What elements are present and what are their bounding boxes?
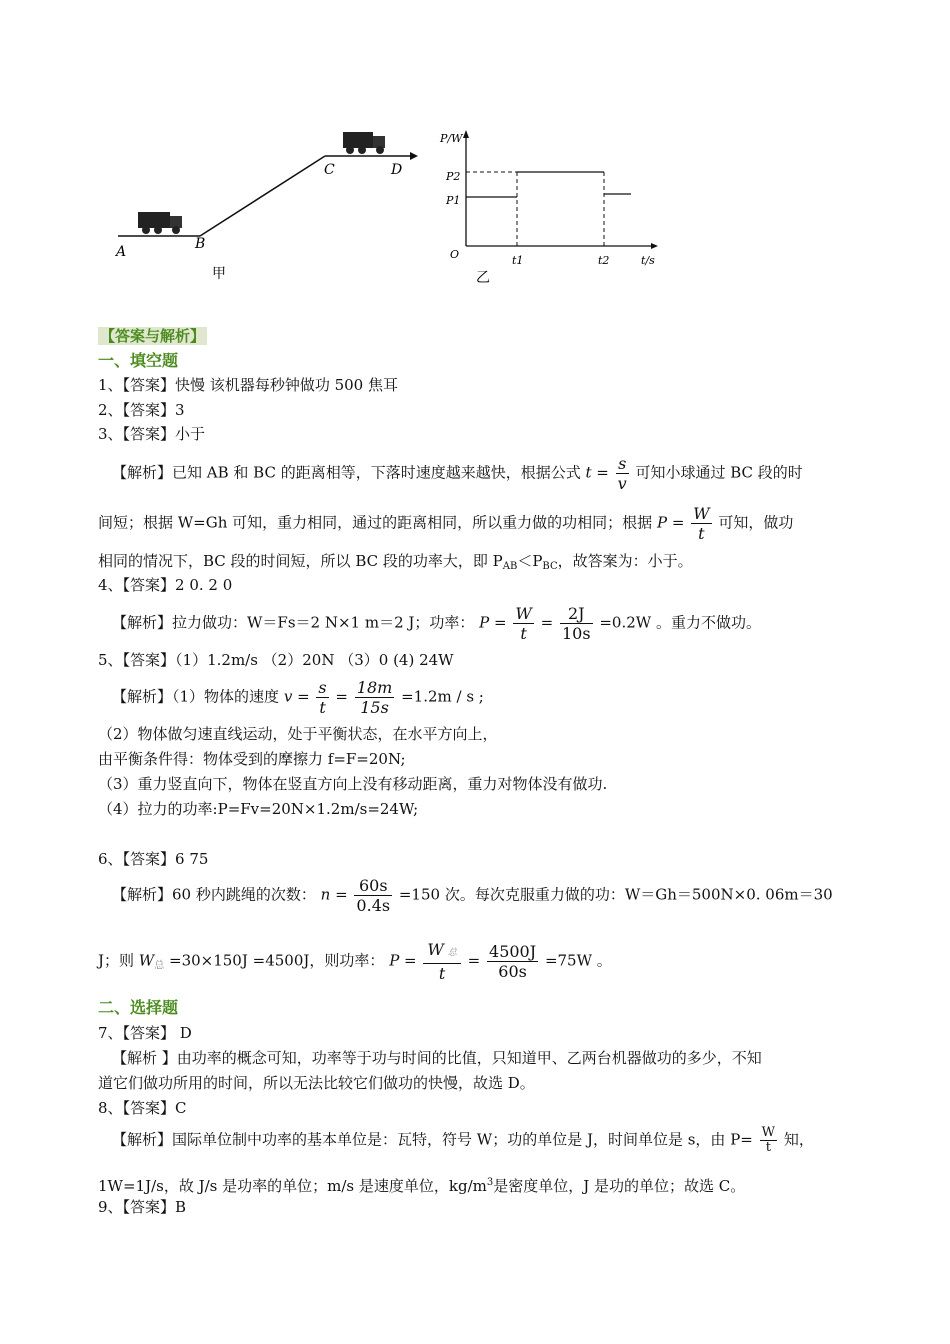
explanation-6-line1: 【解析】60 秒内跳绳的次数： n = $\frac{60s}{0.4s}$ =150 次。每次克服重力做的功：W＝Gh＝500N×0. 06m＝30 <box>112 876 833 915</box>
answer-9: 9、【答案】B <box>98 1198 187 1216</box>
graph-tick-p2: P2 <box>446 170 461 183</box>
explanation-3-line1: 【解析】已知 AB 和 BC 的距离相等，下落时速度越来越快，根据公式 t = $\frac{s}{v}$ 可知小球通过 BC 段的时 <box>112 454 803 493</box>
answer-7: 7、【答案】 D <box>98 1024 192 1042</box>
answer-5: 5、【答案】（1）1.2m/s （2）20N （3）0 (4) 24W <box>98 651 454 669</box>
graph-ylabel: P/W <box>440 132 463 145</box>
explanation-8-line1: 【解析】国际单位制中功率的基本单位是：瓦特，符号 W；功的单位是 J，时间单位是 s，由 P= $\frac{W}{t}$ 知， <box>112 1125 814 1155</box>
formula-18m-over-15s: $\frac{18m}{15s}$ <box>356 678 393 717</box>
figure-ramp <box>100 120 430 290</box>
answer-1: 1、【答案】快慢 该机器每秒钟做功 500 焦耳 <box>98 376 398 394</box>
explanation-7-line2: 道它们做功所用的时间，所以无法比较它们做功的快慢，故选 D。 <box>98 1074 535 1092</box>
answer-header: 【答案与解析】 <box>100 327 206 345</box>
answer-6: 6、【答案】6 75 <box>98 850 209 868</box>
graph-xlabel: t/s <box>641 254 655 267</box>
point-label-d: D <box>391 162 403 178</box>
section-choice: 二、选择题 <box>98 998 179 1017</box>
section-fill-blank: 一、填空题 <box>98 351 179 370</box>
explanation-3-line2: 间短；根据 W=Gh 可知，重力相同，通过的距离相同，所以重力做的功相同；根据 P = $\frac{W}{t}$ 可知，做功 <box>98 504 794 543</box>
truck-icon <box>343 132 385 154</box>
formula-60s-over-04s: $\frac{60s}{0.4s}$ <box>356 876 391 915</box>
answer-8: 8、【答案】C <box>98 1099 187 1117</box>
graph-tick-p1: P1 <box>446 194 461 207</box>
formula-w-over-t: $\frac{W}{t}$ <box>693 504 710 543</box>
formula-w-over-t: $\frac{W}{t}$ <box>761 1125 776 1155</box>
explanation-5-line2: （2）物体做匀速直线运动，处于平衡状态，在水平方向上， <box>98 725 498 743</box>
explanation-7-line1: 【解析 】由功率的概念可知，功率等于功与时间的比值，只知道甲、乙两台机器做功的多少，不知 <box>112 1049 762 1067</box>
explanation-5-line1: 【解析】（1）物体的速度 v = $\frac{s}{t}$ = $\frac{18m}{15s}$ =1.2m / s ; <box>112 678 484 717</box>
formula-s-over-t: $\frac{s}{t}$ <box>318 678 327 717</box>
explanation-6-line2: J；则 $W_总 =30\times 150J =4500J$，则功率： P = $\frac{\text{W 总}}{t}$ = $\frac{4500J}{60s}$ =75W 。 <box>98 940 612 983</box>
answer-2: 2、【答案】3 <box>98 401 185 419</box>
formula-s-over-v: $\frac{s}{v}$ <box>617 454 627 493</box>
figure-caption-left: 甲 <box>212 266 226 282</box>
point-label-a: A <box>116 244 127 260</box>
explanation-3-line3: 相同的情况下，BC 段的时间短，所以 BC 段的功率大，即 $P_{AB}<P_{BC}$，故答案为：小于。 <box>98 552 693 572</box>
point-label-c: C <box>324 162 335 178</box>
formula-2j-over-10s: $\frac{2J}{10s}$ <box>561 604 591 643</box>
graph-origin: O <box>450 248 460 261</box>
answer-3: 3、【答案】小于 <box>98 425 206 443</box>
explanation-5-line5: （4）拉力的功率:P=Fv=20N×1.2m/s=24W; <box>98 800 419 818</box>
formula-w-total-over-t: $\frac{\text{W 总}}{t}$ <box>423 940 460 983</box>
truck-icon <box>138 212 182 234</box>
explanation-5-line3: 由平衡条件得：物体受到的摩擦力 f=F=20N; <box>98 750 406 768</box>
answer-4: 4、【答案】2 0. 2 0 <box>98 576 233 594</box>
explanation-4: 【解析】拉力做功：W＝Fs＝2 N×1 m＝2 J；功率： P = $\frac{W}{t}$ = $\frac{2J}{10s}$ =0.2W 。重力不做功。 <box>112 604 761 643</box>
explanation-5-line4: （3）重力竖直向下，物体在竖直方向上没有移动距离，重力对物体没有做功. <box>98 775 608 793</box>
explanation-8-line2: 1W=1J/s，故 J/s 是功率的单位；m/s 是速度单位，$kg/m^3$是密度单位，J 是功的单位；故选 C。 <box>98 1177 746 1195</box>
graph-tick-t2: t2 <box>598 254 610 267</box>
point-label-b: B <box>195 236 206 252</box>
figure-power-graph <box>436 124 666 294</box>
formula-4500j-over-60s: $\frac{4500J}{60s}$ <box>489 942 537 981</box>
figure-caption-right: 乙 <box>476 270 490 286</box>
formula-w-over-t: $\frac{W}{t}$ <box>515 604 532 643</box>
graph-tick-t1: t1 <box>512 254 524 267</box>
